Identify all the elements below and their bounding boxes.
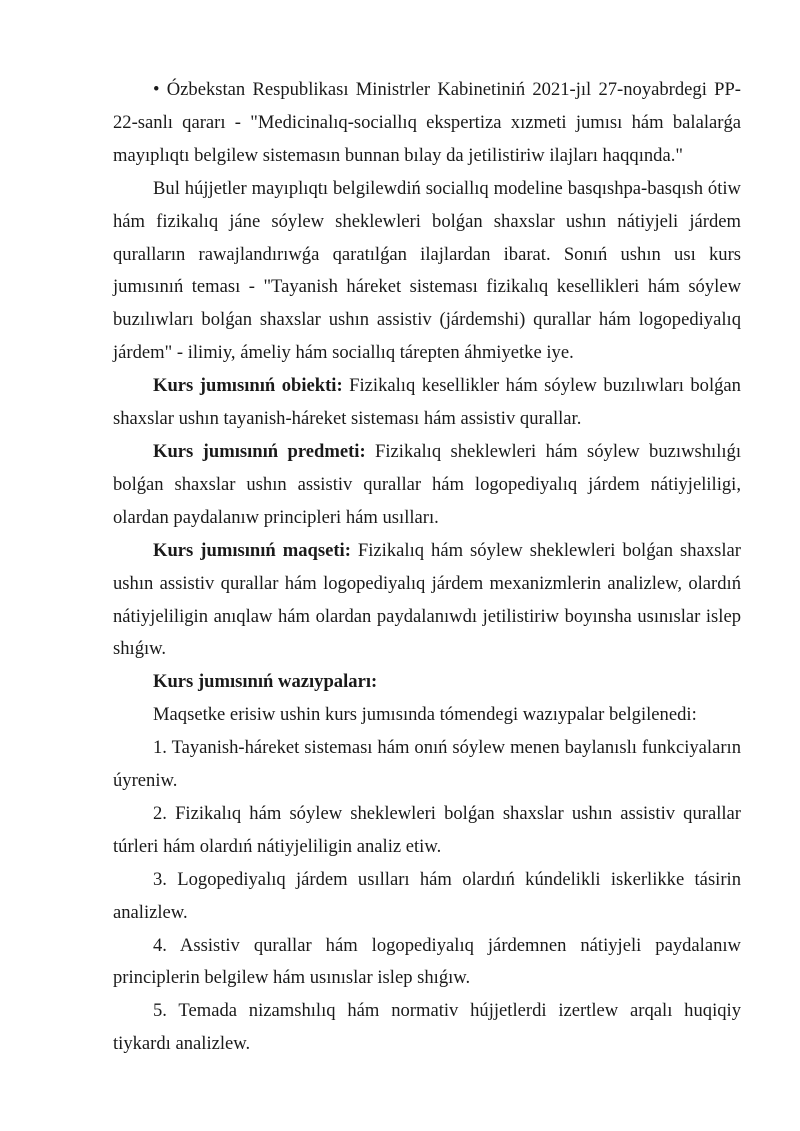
paragraph-text: Maqsetke erisiw ushin kurs jumısında tómendegi wazıypalar belgilenedi:	[153, 704, 697, 726]
subject-label: Kurs jumısınıń predmeti:	[153, 440, 366, 462]
paragraph-text: Fizikalıq sheklewleri hám sóylew buzıwshılıǵı bolǵan shaxslar ushın assistiv qurallar hám logopediyalıq járdem nátiyjeliligi, olardan paydalanıw principleri hám usılları.	[113, 440, 741, 528]
paragraph-text: Bul hújjetler mayıplıqtı belgilewdiń sociallıq modeline basqıshpa-basqısh ótiw hám fizikalıq jáne sóylew sheklewleri bolǵan shaxslar ushın nátiyjeli járdem quralların rawajlandırıwǵa qaratılǵan ilajlardan ibarat. Sonıń ushın usı kurs jumısınıń teması - "Tayanish háreket sisteması fizikalıq kesellikleri hám sóylew buzılıwları bolǵan shaxslar ushın assistiv (járdemshi) qurallar hám logopediyalıq járdem" - ilimiy, ámeliy hám sociallıq tárepten áhmiyetke iye.	[113, 177, 741, 364]
paragraph-text: • Ózbekstan Respublikası Ministrler Kabinetiniń 2021-jıl 27-noyabrdegi PP-22-sanlı qararı - "Medicinalıq-sociallıq ekspertiza xızmeti jumısı hám balalarǵa mayıplıqtı belgilew sistemasın bunnan bılay da jetilistiriw ilajları haqqında."	[113, 79, 741, 166]
paragraph-text: 4. Assistiv qurallar hám logopediyalıq járdemnen nátiyjeli paydalanıw principlerin belgilew hám usınıslar islep shıǵıw.	[113, 934, 741, 989]
paragraph-text: Fizikalıq hám sóylew sheklewleri bolǵan shaxslar ushın assistiv qurallar hám logopediyalıq járdem mexanizmlerin analizlew, olardıń nátiyjeliligin anıqlaw hám olardan paydalanıwdı jetilistiriw boyınsha usınıslar islep shıǵıw.	[113, 539, 741, 660]
task-item-2	[113, 798, 741, 864]
paragraph-text: Fizikalıq kesellikler hám sóylew buzılıwları bolǵan shaxslar ushın tayanish-háreket sisteması hám assistiv qurallar.	[113, 375, 741, 430]
goal-paragraph	[113, 535, 741, 667]
topic-relevance-paragraph	[113, 173, 741, 370]
tasks-label: Kurs jumısınıń wazıypaları:	[153, 671, 378, 693]
paragraph-text: 2. Fizikalıq hám sóylew sheklewleri bolǵan shaxslar ushın assistiv qurallar túrleri hám olardıń nátiyjeliligin analiz etiw.	[113, 802, 741, 857]
object-label: Kurs jumısınıń obiekti:	[153, 375, 343, 397]
goal-label: Kurs jumısınıń maqseti:	[153, 539, 351, 561]
object-paragraph	[113, 370, 741, 436]
paragraph-text: 3. Logopediyalıq járdem usılları hám olardıń kúndelikli iskerlikke tásirin analizlew.	[113, 868, 741, 923]
document-page	[113, 74, 741, 1061]
task-item-3	[113, 864, 741, 930]
tasks-intro-paragraph	[113, 699, 741, 732]
task-item-4	[113, 930, 741, 996]
subject-paragraph	[113, 436, 741, 535]
paragraph-text: 1. Tayanish-háreket sisteması hám onıń sóylew menen baylanıslı funkciyaların úyreniw.	[113, 737, 741, 792]
task-item-5	[113, 995, 741, 1061]
paragraph-text: 5. Temada nizamshılıq hám normativ hújjetlerdi izertlew arqalı huqiqiy tiykardı analizlew.	[113, 1000, 741, 1055]
decree-reference-paragraph	[113, 74, 741, 173]
task-item-1	[113, 732, 741, 798]
tasks-heading	[113, 666, 741, 699]
